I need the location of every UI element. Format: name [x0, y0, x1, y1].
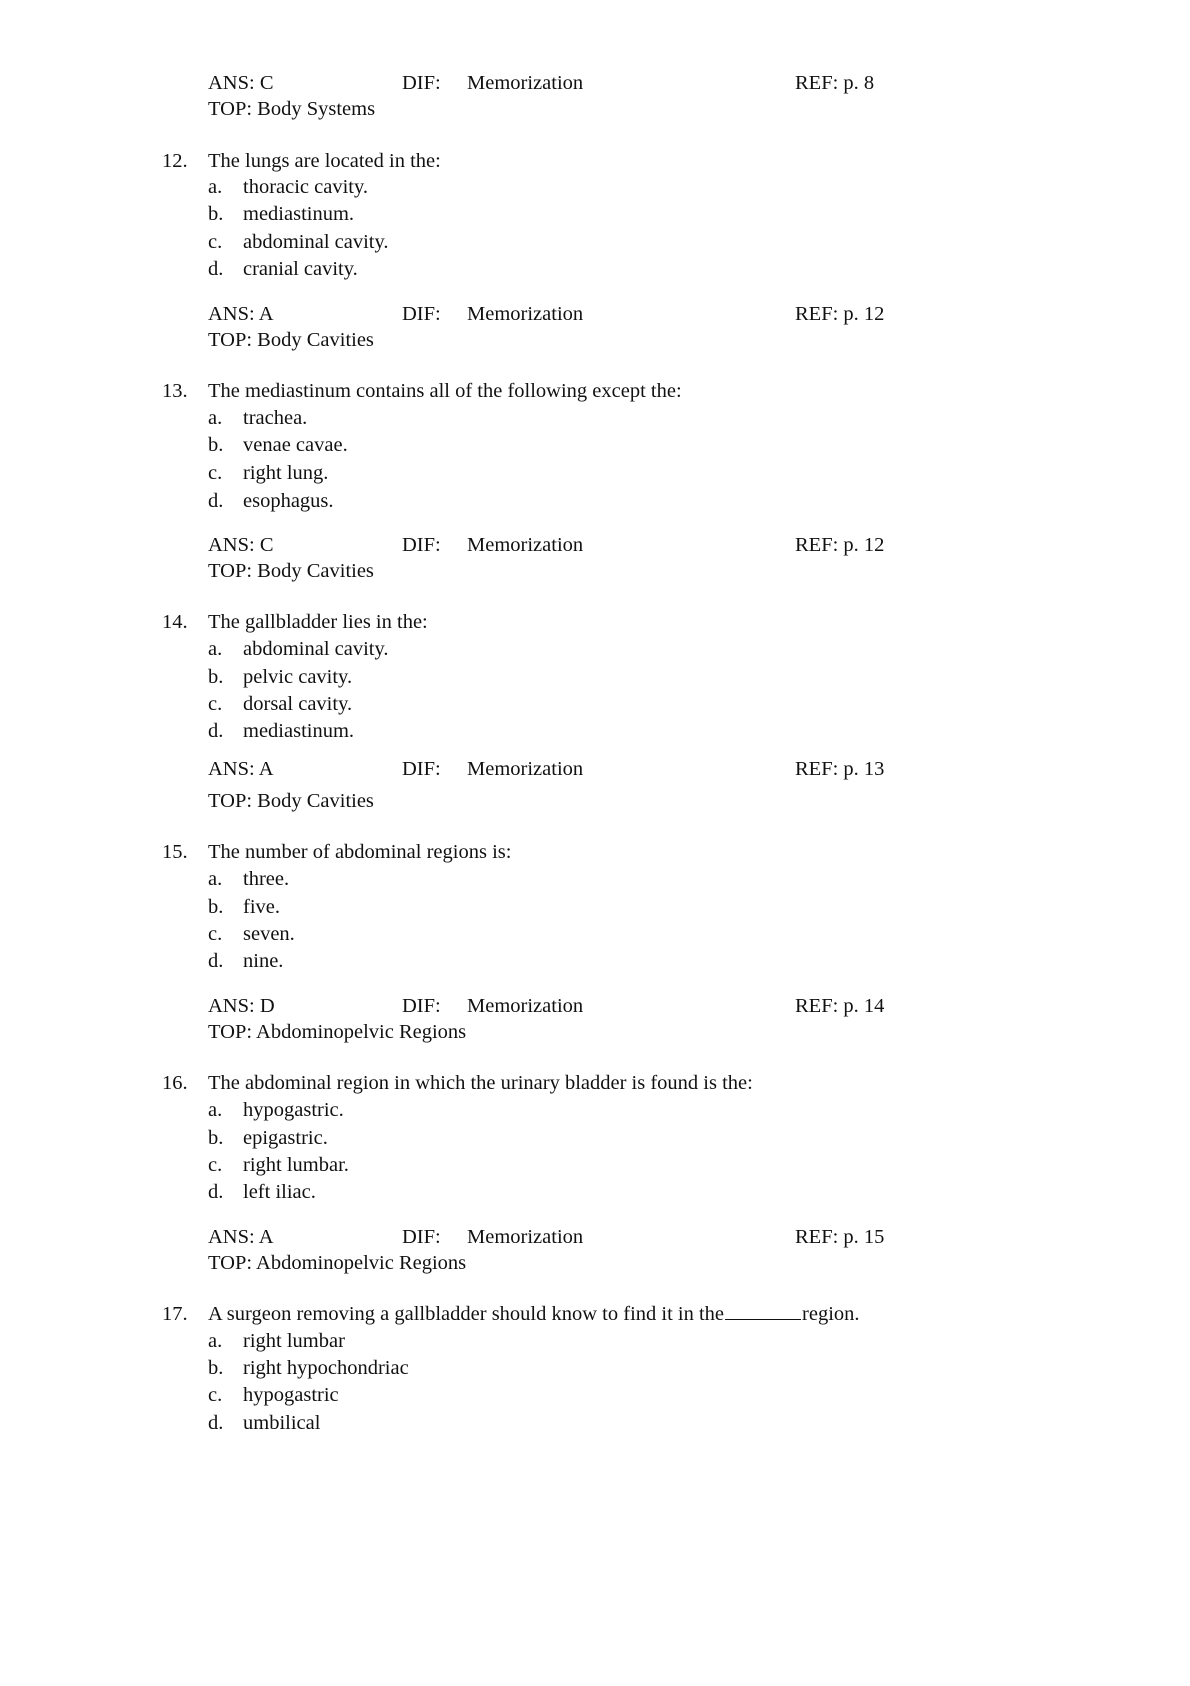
question-stem: The number of abdominal regions is: — [208, 841, 512, 863]
stem-before-blank: A surgeon removing a gallbladder should know to find it in the — [208, 1303, 725, 1325]
answer-blank — [725, 1305, 801, 1320]
option-text: cranial cavity. — [243, 258, 358, 280]
difficulty-label: DIF: — [402, 995, 441, 1017]
question-stem: The lungs are located in the: — [208, 150, 441, 172]
option-letter: b. — [208, 203, 224, 225]
difficulty-value: Memorization — [467, 758, 584, 780]
page-reference: REF: p. 8 — [795, 72, 875, 94]
option-letter: a. — [208, 868, 223, 890]
answer-key: ANS: A — [208, 758, 274, 780]
difficulty-label: DIF: — [402, 534, 441, 556]
question-stem: The gallbladder lies in the: — [208, 611, 428, 633]
difficulty-value: Memorization — [467, 995, 584, 1017]
option-text: epigastric. — [243, 1127, 328, 1149]
option-letter: a. — [208, 638, 223, 660]
option-text: right lumbar. — [243, 1154, 349, 1176]
question-number: 12. — [162, 150, 188, 172]
page-reference: REF: p. 14 — [795, 995, 885, 1017]
option-letter: a. — [208, 1099, 223, 1121]
answer-key: ANS: D — [208, 995, 275, 1017]
option-text: right lumbar — [243, 1330, 345, 1352]
answer-key: ANS: A — [208, 1226, 274, 1248]
option-letter: d. — [208, 490, 224, 512]
option-letter: b. — [208, 1357, 224, 1379]
option-letter: a. — [208, 176, 223, 198]
option-letter: d. — [208, 720, 224, 742]
difficulty-value: Memorization — [467, 72, 584, 94]
option-text: thoracic cavity. — [243, 176, 369, 198]
option-text: left iliac. — [243, 1181, 316, 1203]
page-reference: REF: p. 13 — [795, 758, 885, 780]
answer-key: ANS: C — [208, 72, 274, 94]
page-reference: REF: p. 12 — [795, 303, 885, 325]
page-reference: REF: p. 12 — [795, 534, 885, 556]
difficulty-label: DIF: — [402, 72, 441, 94]
option-text: abdominal cavity. — [243, 638, 389, 660]
option-text: pelvic cavity. — [243, 666, 353, 688]
option-text: right lung. — [243, 462, 329, 484]
option-text: esophagus. — [243, 490, 334, 512]
option-text: five. — [243, 896, 280, 918]
answer-key: ANS: A — [208, 303, 274, 325]
topic: TOP: Body Systems — [208, 98, 376, 120]
option-letter: a. — [208, 407, 223, 429]
option-text: dorsal cavity. — [243, 693, 353, 715]
option-text: seven. — [243, 923, 295, 945]
option-text: venae cavae. — [243, 434, 348, 456]
question-number: 17. — [162, 1303, 188, 1325]
page-reference: REF: p. 15 — [795, 1226, 885, 1248]
option-letter: a. — [208, 1330, 223, 1352]
question-stem: The abdominal region in which the urinary bladder is found is the: — [208, 1072, 753, 1094]
option-letter: b. — [208, 434, 224, 456]
option-letter: c. — [208, 1384, 223, 1406]
option-text: nine. — [243, 950, 284, 972]
option-letter: c. — [208, 1154, 223, 1176]
option-letter: c. — [208, 462, 223, 484]
option-text: mediastinum. — [243, 203, 355, 225]
option-letter: d. — [208, 1412, 224, 1434]
option-text: mediastinum. — [243, 720, 355, 742]
option-text: hypogastric — [243, 1384, 339, 1406]
difficulty-value: Memorization — [467, 1226, 584, 1248]
option-text: right hypochondriac — [243, 1357, 409, 1379]
difficulty-value: Memorization — [467, 303, 584, 325]
option-text: abdominal cavity. — [243, 231, 389, 253]
topic: TOP: Body Cavities — [208, 329, 374, 351]
question-number: 13. — [162, 380, 188, 402]
question-number: 14. — [162, 611, 188, 633]
question-stem — [208, 1304, 860, 1325]
option-text: trachea. — [243, 407, 308, 429]
difficulty-label: DIF: — [402, 303, 441, 325]
topic: TOP: Body Cavities — [208, 560, 374, 582]
difficulty-label: DIF: — [402, 758, 441, 780]
option-letter: b. — [208, 896, 224, 918]
option-letter: b. — [208, 666, 224, 688]
option-letter: d. — [208, 950, 224, 972]
option-letter: c. — [208, 923, 223, 945]
option-text: three. — [243, 868, 290, 890]
answer-key: ANS: C — [208, 534, 274, 556]
option-letter: c. — [208, 693, 223, 715]
topic: TOP: Abdominopelvic Regions — [208, 1021, 467, 1043]
topic: TOP: Body Cavities — [208, 790, 374, 812]
question-number: 15. — [162, 841, 188, 863]
difficulty-value: Memorization — [467, 534, 584, 556]
question-number: 16. — [162, 1072, 188, 1094]
option-letter: d. — [208, 1181, 224, 1203]
difficulty-label: DIF: — [402, 1226, 441, 1248]
stem-after-blank: region. — [802, 1303, 860, 1325]
option-letter: d. — [208, 258, 224, 280]
question-stem: The mediastinum contains all of the following except the: — [208, 380, 682, 402]
option-text: hypogastric. — [243, 1099, 344, 1121]
topic: TOP: Abdominopelvic Regions — [208, 1252, 467, 1274]
option-letter: b. — [208, 1127, 224, 1149]
option-text: umbilical — [243, 1412, 321, 1434]
option-letter: c. — [208, 231, 223, 253]
